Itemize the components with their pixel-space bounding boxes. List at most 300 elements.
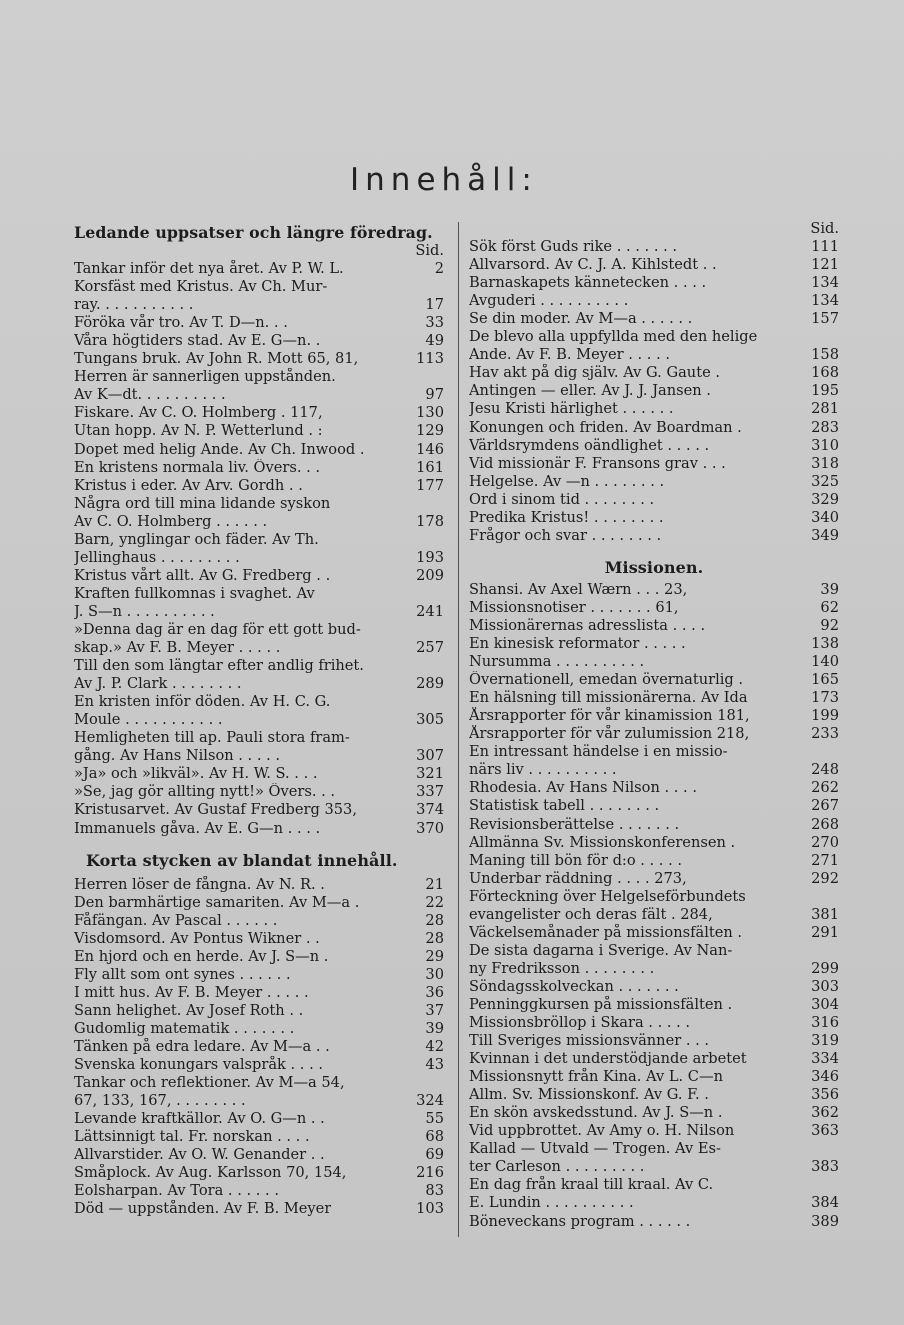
toc-entry-page: 307: [416, 747, 444, 765]
toc-entry: [74, 513, 444, 531]
toc-entry: [469, 852, 839, 870]
toc-entry: [74, 549, 444, 567]
toc-entry-title: Årsrapporter för vår zulumission 218,: [469, 725, 750, 743]
toc-entry: [74, 639, 444, 657]
toc-entry: [469, 419, 839, 437]
left-column: [74, 222, 444, 1218]
toc-entry: [469, 1086, 839, 1104]
toc-entry: [74, 1146, 444, 1164]
toc-entry: [74, 531, 444, 549]
toc-entry-page: 28: [425, 911, 444, 929]
toc-entry: [74, 1182, 444, 1200]
section-heading-short-pieces: Korta stycken av blandat innehåll.: [86, 850, 398, 870]
toc-entry-title: »Denna dag är en dag för ett gott bud-: [74, 620, 361, 638]
toc-entry-title: Visdomsord. Av Pontus Wikner . .: [74, 929, 320, 947]
toc-entry-title: Nursumma . . . . . . . . . .: [469, 653, 645, 671]
toc-entry-title: Hemligheten till ap. Pauli stora fram-: [74, 729, 350, 747]
toc-entry-page: 268: [811, 815, 839, 833]
toc-entry-page: 37: [425, 1001, 444, 1019]
toc-entry-page: 140: [811, 653, 839, 671]
toc-entry-title: ter Carleson . . . . . . . . .: [469, 1158, 645, 1176]
toc-entry-page: 319: [811, 1032, 839, 1050]
toc-entry-page: 267: [811, 797, 839, 815]
toc-entry-title: Missionsnytt från Kina. Av L. C—n: [469, 1068, 723, 1086]
toc-entry-title: Underbar räddning . . . . 273,: [469, 869, 687, 887]
toc-entry: [74, 1074, 444, 1092]
toc-entry: [74, 1200, 444, 1218]
toc-entry-title: Barnaskapets kännetecken . . . .: [469, 274, 707, 292]
toc-entry: [469, 1122, 839, 1140]
toc-entry-title: Se din moder. Av M—a . . . . . .: [469, 310, 693, 328]
toc-entry: [74, 657, 444, 675]
toc-entry-page: 62: [820, 598, 839, 616]
toc-entry-page: 281: [811, 400, 839, 418]
toc-entry-page: 42: [425, 1038, 444, 1056]
toc-entry-title: Gudomlig matematik . . . . . . .: [74, 1019, 295, 1037]
toc-entry: [74, 296, 444, 314]
toc-entry-page: 383: [811, 1158, 839, 1176]
toc-entry-title: Herren löser de fångna. Av N. R. .: [74, 875, 325, 893]
toc-entry-page: 233: [811, 725, 839, 743]
toc-entry: [469, 364, 839, 382]
toc-entry: [469, 274, 839, 292]
toc-entry-page: 29: [425, 947, 444, 965]
toc-entry-title: Herren är sannerligen uppstånden.: [74, 368, 336, 386]
toc-entry: [74, 912, 444, 930]
toc-entry-title: Tankar inför det nya året. Av P. W. L.: [74, 260, 344, 278]
toc-entry-title: Tankar och reflektioner. Av M—a 54,: [74, 1074, 345, 1092]
toc-entry: [469, 725, 839, 743]
toc-entry-title: Fåfängan. Av Pascal . . . . . .: [74, 911, 278, 929]
section-heading-leading-essays: Ledande uppsatser och längre föredrag.: [74, 223, 433, 242]
toc-entry-title: Föröka vår tro. Av T. D—n. . .: [74, 314, 288, 332]
toc-entry-page: 199: [811, 707, 839, 725]
toc-entry: [74, 314, 444, 332]
toc-entry: [74, 820, 444, 838]
toc-entry-title: ray. . . . . . . . . . .: [74, 296, 194, 314]
toc-entry: [469, 1014, 839, 1032]
toc-entry: [74, 278, 444, 296]
toc-entry-page: 111: [811, 238, 839, 256]
toc-entry: [74, 1092, 444, 1110]
section-heading-missions: Missionen.: [604, 557, 704, 577]
toc-entry-title: Missionärernas adresslista . . . .: [469, 616, 706, 634]
toc-entry-page: 321: [416, 765, 444, 783]
toc-entry: [469, 455, 839, 473]
toc-entry-title: Allm. Sv. Missionskonf. Av G. F. .: [469, 1086, 709, 1104]
toc-entry-page: 337: [416, 783, 444, 801]
toc-entry: [74, 368, 444, 386]
toc-entry-title: Immanuels gåva. Av E. G—n . . . .: [74, 819, 321, 837]
toc-entry-title: E. Lundin . . . . . . . . . .: [469, 1194, 634, 1212]
toc-entry-title: 67, 133, 167, . . . . . . . .: [74, 1092, 246, 1110]
toc-entry-title: Jesu Kristi härlighet . . . . . .: [469, 400, 674, 418]
toc-entry: [469, 1158, 839, 1176]
toc-entry-page: 195: [811, 382, 839, 400]
toc-entry: [74, 260, 444, 278]
toc-entry-title: Världsrymdens oändlighet . . . . .: [469, 436, 710, 454]
toc-entry: [74, 783, 444, 801]
toc-entry: [469, 797, 839, 815]
toc-entry-title: Söndagsskolveckan . . . . . . .: [469, 977, 679, 995]
toc-entry-title: Levande kraftkällor. Av O. G—n . .: [74, 1110, 325, 1128]
toc-entry-page: 374: [416, 801, 444, 819]
toc-entry-page: 270: [811, 833, 839, 851]
toc-entry-title: Kristusarvet. Av Gustaf Fredberg 353,: [74, 801, 357, 819]
toc-entry-page: 36: [425, 983, 444, 1001]
toc-entry: [469, 1032, 839, 1050]
toc-entry-title: ny Fredriksson . . . . . . . .: [469, 959, 655, 977]
toc-entry-page: 334: [811, 1050, 839, 1068]
toc-entry: [74, 603, 444, 621]
toc-entry: [469, 779, 839, 797]
toc-entry-title: Kraften fullkomnas i svaghet. Av: [74, 584, 315, 602]
toc-entry-page: 146: [416, 440, 444, 458]
toc-entry-title: En kinesisk reformator . . . . .: [469, 635, 686, 653]
page-title: Innehåll:: [350, 162, 538, 198]
toc-entry-page: 177: [416, 476, 444, 494]
toc-entry: [74, 422, 444, 440]
toc-entry: [74, 350, 444, 368]
toc-entry: [74, 1038, 444, 1056]
toc-entry-page: 370: [416, 819, 444, 837]
toc-entry-page: 134: [811, 292, 839, 310]
toc-entry: [74, 747, 444, 765]
toc-entry-page: 318: [811, 454, 839, 472]
toc-entry: [469, 1104, 839, 1122]
toc-entry-title: En kristens normala liv. Övers. . .: [74, 458, 321, 476]
toc-entry: [469, 1176, 839, 1194]
toc-entry-title: Lättsinnigt tal. Fr. norskan . . . .: [74, 1128, 310, 1146]
leading-essays-list: [74, 260, 444, 838]
toc-entry: [469, 1140, 839, 1158]
toc-entry-page: 381: [811, 905, 839, 923]
toc-entry: [469, 238, 839, 256]
toc-entry-title: Av C. O. Holmberg . . . . . .: [74, 512, 268, 530]
toc-entry-title: »Ja» och »likväl». Av H. W. S. . . .: [74, 765, 318, 783]
toc-entry: [469, 743, 839, 761]
toc-entry-page: 68: [425, 1128, 444, 1146]
toc-entry-page: 241: [416, 602, 444, 620]
toc-entry: [469, 942, 839, 960]
toc-entry: [74, 404, 444, 422]
toc-entry-title: gång. Av Hans Nilson . . . . .: [74, 747, 281, 765]
toc-entry-page: 389: [811, 1212, 839, 1230]
toc-entry-title: Årsrapporter för vår kinamission 181,: [469, 707, 750, 725]
toc-entry-title: Hav akt på dig själv. Av G. Gaute .: [469, 364, 720, 382]
toc-entry-page: 209: [416, 566, 444, 584]
toc-entry-page: 289: [416, 675, 444, 693]
toc-entry: [469, 978, 839, 996]
toc-entry-title: skap.» Av F. B. Meyer . . . . .: [74, 639, 281, 657]
toc-entry-title: Korsfäst med Kristus. Av Ch. Mur-: [74, 278, 328, 296]
toc-entry-title: Statistisk tabell . . . . . . . .: [469, 797, 660, 815]
toc-entry: [469, 635, 839, 653]
toc-entry-page: 262: [811, 779, 839, 797]
toc-entry-page: 316: [811, 1014, 839, 1032]
toc-entry: [74, 332, 444, 350]
toc-entry: [74, 984, 444, 1002]
toc-entry-title: närs liv . . . . . . . . . .: [469, 761, 617, 779]
toc-entry-title: Eolsharpan. Av Tora . . . . . .: [74, 1182, 279, 1200]
toc-entry-page: 129: [416, 422, 444, 440]
toc-entry: [469, 1213, 839, 1231]
toc-entry: [469, 1050, 839, 1068]
toc-entry: [469, 617, 839, 635]
toc-entry-page: 97: [425, 386, 444, 404]
toc-entry: [469, 437, 839, 455]
toc-entry-page: 134: [811, 274, 839, 292]
toc-entry-page: 216: [416, 1164, 444, 1182]
right-column: [469, 220, 839, 1231]
toc-entry: [469, 888, 839, 906]
toc-entry: [74, 948, 444, 966]
toc-entry-page: 363: [811, 1122, 839, 1140]
toc-entry-page: 22: [425, 893, 444, 911]
toc-entry: [469, 527, 839, 545]
toc-entry-title: Shansi. Av Axel Wærn . . . 23,: [469, 580, 688, 598]
toc-entry: [469, 816, 839, 834]
toc-entry-page: 2: [434, 260, 444, 278]
toc-entry: [469, 653, 839, 671]
toc-entry-title: Av J. P. Clark . . . . . . . .: [74, 675, 242, 693]
toc-entry: [74, 894, 444, 912]
toc-entry-page: 161: [416, 458, 444, 476]
toc-entry-page: 121: [811, 256, 839, 274]
toc-entry: [74, 693, 444, 711]
toc-entry-title: Jellinghaus . . . . . . . . .: [74, 548, 240, 566]
toc-entry-page: 303: [811, 977, 839, 995]
toc-entry: [469, 509, 839, 527]
toc-entry: [469, 382, 839, 400]
toc-entry-page: 83: [425, 1182, 444, 1200]
missions-list: [469, 581, 839, 1231]
toc-entry-title: Barn, ynglingar och fäder. Av Th.: [74, 530, 319, 548]
toc-entry: [74, 876, 444, 894]
toc-entry-page: 304: [811, 995, 839, 1013]
toc-entry-page: 299: [811, 959, 839, 977]
toc-entry-title: Övernationell, emedan övernaturlig .: [469, 671, 744, 689]
toc-entry-title: Rhodesia. Av Hans Nilson . . . .: [469, 779, 697, 797]
toc-entry: [74, 1164, 444, 1182]
toc-entry-page: 30: [425, 965, 444, 983]
toc-entry: [469, 1068, 839, 1086]
toc-entry: [74, 441, 444, 459]
toc-entry-page: 33: [425, 314, 444, 332]
column-divider: [458, 222, 459, 1237]
toc-entry-title: Kristus vårt allt. Av G. Fredberg . .: [74, 566, 331, 584]
toc-entry: [469, 581, 839, 599]
toc-entry-page: 158: [811, 346, 839, 364]
toc-entry: [74, 1128, 444, 1146]
toc-entry-title: Antingen — eller. Av J. J. Jansen .: [469, 382, 711, 400]
toc-entry-page: 43: [425, 1056, 444, 1074]
toc-entry-title: Några ord till mina lidande syskon: [74, 494, 331, 512]
toc-entry-title: evangelister och deras fält . 284,: [469, 905, 713, 923]
toc-entry: [469, 834, 839, 852]
toc-entry-title: En hjord och en herde. Av J. S—n .: [74, 947, 329, 965]
toc-entry-page: 329: [811, 490, 839, 508]
toc-entry-page: 291: [811, 923, 839, 941]
toc-entry-page: 168: [811, 364, 839, 382]
toc-entry-page: 292: [811, 869, 839, 887]
toc-entry-page: 178: [416, 512, 444, 530]
toc-entry-title: Kristus i eder. Av Arv. Gordh . .: [74, 476, 303, 494]
toc-entry-page: 193: [416, 548, 444, 566]
toc-entry: [74, 1056, 444, 1074]
toc-entry-page: 257: [416, 639, 444, 657]
toc-entry-title: Utan hopp. Av N. P. Wetterlund . :: [74, 422, 323, 440]
toc-entry-page: 55: [425, 1110, 444, 1128]
toc-entry-title: Frågor och svar . . . . . . . .: [469, 526, 662, 544]
toc-entry-title: En intressant händelse i en missio-: [469, 743, 728, 761]
toc-entry: [469, 707, 839, 725]
toc-entry-title: Död — uppstånden. Av F. B. Meyer: [74, 1200, 332, 1218]
toc-entry: [74, 711, 444, 729]
toc-entry: [74, 1110, 444, 1128]
toc-entry-title: Fly allt som ont synes . . . . . .: [74, 965, 291, 983]
toc-entry-page: 325: [811, 472, 839, 490]
toc-entry-page: 49: [425, 332, 444, 350]
toc-entry: [469, 292, 839, 310]
toc-entry: [469, 473, 839, 491]
toc-entry: [74, 801, 444, 819]
toc-entry-title: Våra högtiders stad. Av E. G—n. .: [74, 332, 321, 350]
toc-entry-title: Helgelse. Av —n . . . . . . . .: [469, 472, 665, 490]
toc-entry: [469, 996, 839, 1014]
toc-entry-title: Penninggkursen på missionsfälten .: [469, 995, 733, 1013]
toc-entry: [74, 966, 444, 984]
toc-entry-title: Allmänna Sv. Missionskonferensen .: [469, 833, 736, 851]
toc-entry: [74, 386, 444, 404]
toc-entry-page: 157: [811, 310, 839, 328]
toc-entry-title: Fiskare. Av C. O. Holmberg . 117,: [74, 404, 323, 422]
toc-entry-page: 173: [811, 689, 839, 707]
toc-entry-page: 340: [811, 508, 839, 526]
toc-entry-page: 17: [425, 296, 444, 314]
toc-entry: [74, 567, 444, 585]
toc-entry-title: Vid missionär F. Fransons grav . . .: [469, 454, 726, 472]
toc-entry-title: Missionsbröllop i Skara . . . . .: [469, 1014, 691, 1032]
toc-entry-title: Konungen och friden. Av Boardman .: [469, 418, 742, 436]
toc-entry-page: 248: [811, 761, 839, 779]
toc-entry-title: En dag från kraal till kraal. Av C.: [469, 1176, 714, 1194]
toc-entry-page: 28: [425, 929, 444, 947]
toc-entry: [469, 346, 839, 364]
toc-entry: [74, 765, 444, 783]
page-column-label-right: Sid.: [810, 220, 839, 237]
toc-entry-title: Svenska konungars valspråk . . . .: [74, 1056, 323, 1074]
toc-entry-title: Dopet med helig Ande. Av Ch. Inwood .: [74, 440, 365, 458]
toc-entry: [74, 729, 444, 747]
toc-entry-page: 349: [811, 526, 839, 544]
toc-entry: [469, 960, 839, 978]
toc-entry: [469, 400, 839, 418]
toc-entry: [469, 599, 839, 617]
toc-entry: [469, 906, 839, 924]
continued-list: [469, 238, 839, 545]
toc-entry-title: Kvinnan i det understödjande arbetet: [469, 1050, 747, 1068]
toc-entry-title: Till den som längtar efter andlig frihet.: [74, 657, 364, 675]
toc-entry-title: »Se, jag gör allting nytt!» Övers. . .: [74, 783, 336, 801]
toc-entry-page: 39: [425, 1019, 444, 1037]
toc-entry-page: 305: [416, 711, 444, 729]
toc-entry-title: Moule . . . . . . . . . . .: [74, 711, 223, 729]
toc-entry-page: 113: [416, 350, 444, 368]
toc-entry-title: Ord i sinom tid . . . . . . . .: [469, 490, 655, 508]
toc-entry-page: 103: [416, 1200, 444, 1218]
toc-entry-title: Allvarstider. Av O. W. Genander . .: [74, 1146, 325, 1164]
toc-entry-page: 283: [811, 418, 839, 436]
toc-entry-title: En hälsning till missionärerna. Av Ida: [469, 689, 748, 707]
toc-entry: [74, 477, 444, 495]
toc-entry-page: 310: [811, 436, 839, 454]
toc-entry-title: Förteckning över Helgelseförbundets: [469, 887, 746, 905]
toc-entry: [469, 328, 839, 346]
toc-entry-title: En skön avskedsstund. Av J. S—n .: [469, 1104, 723, 1122]
toc-entry-title: I mitt hus. Av F. B. Meyer . . . . .: [74, 983, 309, 1001]
toc-entry: [74, 459, 444, 477]
toc-entry-title: Kallad — Utvald — Trogen. Av Es-: [469, 1140, 721, 1158]
toc-entry: [74, 675, 444, 693]
toc-entry-title: Allvarsord. Av C. J. A. Kihlstedt . .: [469, 256, 717, 274]
toc-entry-title: Maning till bön för d:o . . . . .: [469, 851, 682, 869]
toc-entry-title: Väckelsemånader på missionsfälten .: [469, 923, 743, 941]
toc-entry-page: 356: [811, 1086, 839, 1104]
toc-entry: [469, 671, 839, 689]
toc-entry: [469, 689, 839, 707]
toc-entry-page: 39: [820, 580, 839, 598]
toc-entry-title: De sista dagarna i Sverige. Av Nan-: [469, 941, 733, 959]
toc-entry-page: 21: [425, 875, 444, 893]
toc-entry: [469, 870, 839, 888]
page-column-label: Sid.: [415, 242, 444, 259]
toc-entry-title: Vid uppbrottet. Av Amy o. H. Nilson: [469, 1122, 735, 1140]
toc-entry: [74, 621, 444, 639]
toc-entry-title: Till Sveriges missionsvänner . . .: [469, 1032, 710, 1050]
toc-entry-title: Ande. Av F. B. Meyer . . . . .: [469, 346, 670, 364]
toc-entry-title: Böneveckans program . . . . . .: [469, 1212, 691, 1230]
toc-entry-title: Av K—dt. . . . . . . . . .: [74, 386, 226, 404]
toc-entry: [469, 256, 839, 274]
toc-entry-page: 165: [811, 671, 839, 689]
toc-entry-page: 384: [811, 1194, 839, 1212]
toc-entry: [74, 585, 444, 603]
toc-entry: [469, 761, 839, 779]
toc-entry: [469, 491, 839, 509]
toc-entry-title: Avguderi . . . . . . . . . .: [469, 292, 629, 310]
toc-entry-title: En kristen inför döden. Av H. C. G.: [74, 693, 331, 711]
toc-entry-title: De blevo alla uppfyllda med den helige: [469, 328, 758, 346]
toc-entry-title: Småplock. Av Aug. Karlsson 70, 154,: [74, 1164, 347, 1182]
toc-entry-title: Missionsnotiser . . . . . . . 61,: [469, 598, 679, 616]
toc-entry: [74, 1020, 444, 1038]
toc-entry: [74, 1002, 444, 1020]
toc-entry-page: 324: [416, 1092, 444, 1110]
toc-entry-title: J. S—n . . . . . . . . . .: [74, 602, 215, 620]
toc-entry: [74, 930, 444, 948]
toc-entry-title: Revisionsberättelse . . . . . . .: [469, 815, 680, 833]
toc-entry-page: 138: [811, 635, 839, 653]
short-pieces-list: [74, 876, 444, 1219]
toc-entry: [469, 1194, 839, 1212]
toc-entry-page: 92: [820, 616, 839, 634]
toc-entry-page: 271: [811, 851, 839, 869]
toc-entry-title: Den barmhärtige samariten. Av M—a .: [74, 893, 360, 911]
toc-entry-page: 346: [811, 1068, 839, 1086]
toc-entry-title: Sök först Guds rike . . . . . . .: [469, 238, 678, 256]
toc-entry-page: 130: [416, 404, 444, 422]
